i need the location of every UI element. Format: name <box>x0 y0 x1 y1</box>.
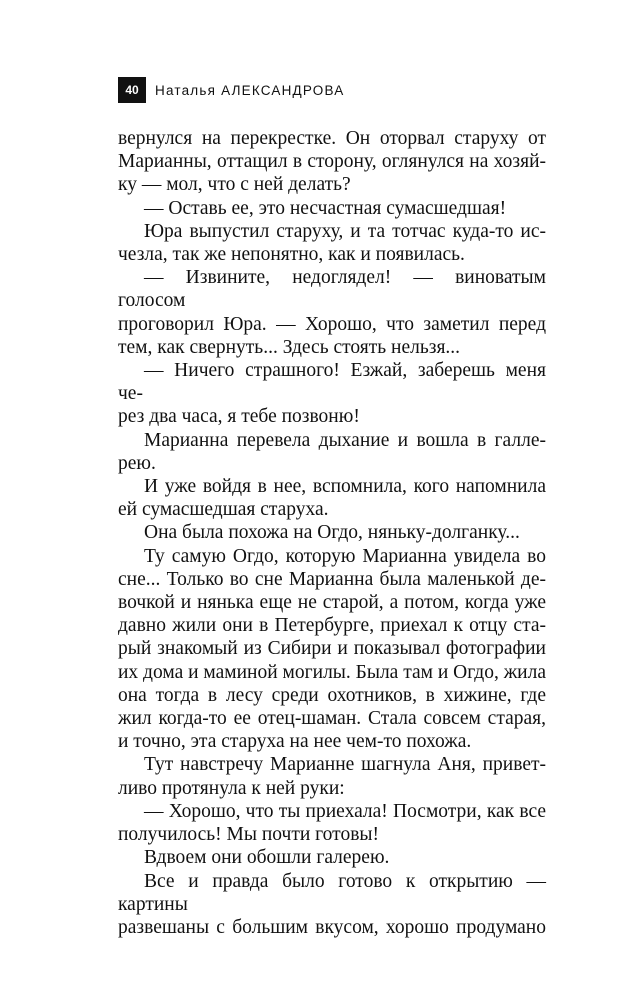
text-line: их дома и маминой могилы. Была там и Огдо, жила <box>118 661 546 683</box>
text-line: рез два часа, я тебе позвоню! <box>118 406 360 428</box>
author-first-name: Наталья <box>155 82 217 98</box>
text-line: Юра выпустил старуху, и та тотчас куда-то ис- <box>144 220 546 242</box>
text-line: тем, как свернуть... Здесь стоять нельзя... <box>118 336 461 358</box>
text-line: давно жили они в Петербурге, приехал к отцу ста- <box>118 615 546 637</box>
text-line: — Хорошо, что ты приехала! Посмотри, как все <box>144 800 546 822</box>
text-line: чезла, так же непонятно, как и появилась. <box>118 244 465 266</box>
text-line: Ту самую Огдо, которую Марианна увидела во <box>144 545 546 567</box>
text-line: Марианны, оттащил в сторону, оглянулся на хозяй- <box>118 151 546 173</box>
text-line: получилось! Мы почти готовы! <box>118 824 379 846</box>
text-line: и точно, эта старуха на нее чем-то похожа. <box>118 731 472 753</box>
text-line: вочкой и нянька еще не старой, а потом, когда уже <box>118 592 546 614</box>
text-line: развешаны с большим вкусом, хорошо продумано <box>118 916 546 938</box>
text-line: она тогда в лесу среди охотников, в хижине, где <box>118 684 546 706</box>
body-text <box>118 127 546 939</box>
text-line: сне... Только во сне Марианна была маленькой де- <box>118 568 546 590</box>
text-line: Вдвоем они обошли галерею. <box>144 847 390 869</box>
text-line: Тут навстречу Марианне шагнула Аня, привет- <box>144 754 546 776</box>
page-header <box>118 77 344 103</box>
text-line: ку — мол, что с ней делать? <box>118 174 351 196</box>
text-line: вернулся на перекрестке. Он оторвал старуху от <box>118 128 546 149</box>
text-line: — Оставь ее, это несчастная сумасшедшая! <box>144 197 507 219</box>
text-line: — Ничего страшного! Езжай, заберешь меня че- <box>118 360 546 405</box>
text-line: Она была похожа на Огдо, няньку-долганку... <box>144 522 520 544</box>
text-line: Марианна перевела дыхание и вошла в галле- <box>144 429 546 451</box>
text-line: ливо протянула к ней руки: <box>118 777 345 799</box>
text-line: И уже войдя в нее, вспомнила, кого напомнила <box>144 476 546 498</box>
text-line: Все и правда было готово к открытию — картины <box>118 870 546 915</box>
author-last-name: АЛЕКСАНДРОВА <box>221 82 345 98</box>
text-line: рею. <box>118 452 156 474</box>
page-number: 40 <box>118 77 146 103</box>
text-line: — Извините, недоглядел! — виноватым голосом <box>118 267 546 312</box>
text-line: проговорил Юра. — Хорошо, что заметил перед <box>118 313 546 335</box>
text-line: жил когда-то ее отец-шаман. Стала совсем старая, <box>118 708 546 730</box>
text-line: рый знакомый из Сибири и показывал фотографии <box>118 638 546 660</box>
text-line: ей сумасшедшая старуха. <box>118 499 329 521</box>
running-head <box>155 83 344 98</box>
